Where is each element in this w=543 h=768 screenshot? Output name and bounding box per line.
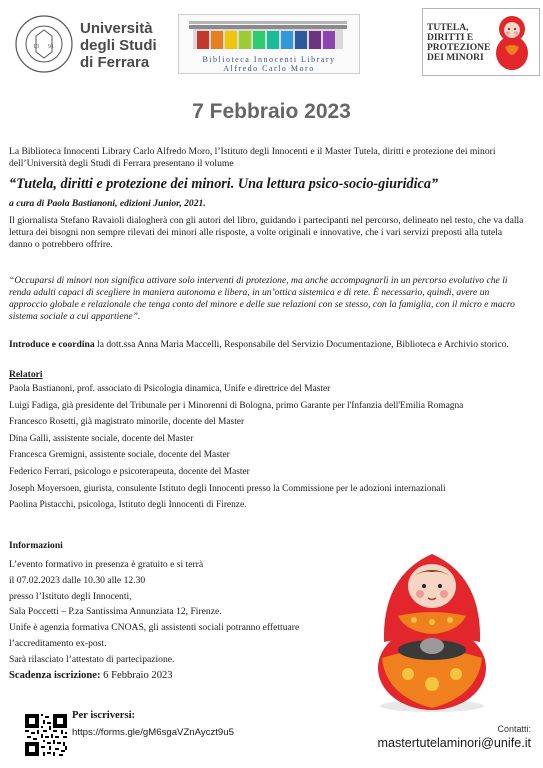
info-section: [9, 540, 339, 681]
master-tutela-logo: [422, 8, 540, 76]
library-name: Biblioteca Innocenti Library: [202, 55, 336, 64]
info-line: l’accreditamento ex-post.: [9, 637, 107, 649]
speaker-item: Dina Galli, assistente sociale, docente del Master: [9, 433, 194, 444]
info-line: Sarà rilasciato l’attestato di partecipazione.: [9, 653, 175, 665]
book-byline: a cura di Paola Bastianoni, edizioni Junior, 2021.: [9, 198, 206, 209]
unife-name: [80, 20, 157, 71]
speaker-item: Francesca Gremigni, assistente sociale, docente del Master: [9, 450, 230, 461]
book-quote: “Occuparsi di minori non significa attivare solo interventi di protezione, ma anche accompagnarli in un percorso evolutivo che li renda adulti capaci di scegliere in maniera autonoma e libera, in un’ottica sistemica e di rete. È necessario, quindi, avere un approccio globale e relazionale che tenga conto del minore e delle sue relazioni con se stesso, con la famiglia, con il micro e macro sistema sociale a cui appartiene”.: [9, 275, 515, 322]
registration-block: [72, 710, 234, 738]
tutela-line-1: TUTELA,: [427, 23, 469, 33]
library-logo: [178, 14, 360, 74]
moderation-label: Introduce e coordina: [9, 339, 95, 350]
library-building-icon: [189, 19, 347, 51]
svg-text:13: 13: [33, 44, 39, 50]
speaker-item: Luigi Fadiga, già presidente del Tribunale per i Minorenni di Bologna, primo Garante per l'Infanzia dell'Emilia Romagna: [9, 400, 464, 411]
unife-name-line-3: di Ferrara: [80, 54, 150, 71]
event-date-title: 7 Febbraio 2023: [192, 100, 351, 123]
unife-seal-logo: [14, 14, 74, 74]
moderation-text: la dott.ssa Anna Maria Maccelli, Responsabile del Servizio Documentazione, Biblioteca e Archivio storico.: [94, 339, 509, 350]
book-title: “Tutela, diritti e protezione dei minori. Una lettura psico-socio-giuridica”: [9, 176, 439, 192]
info-line: L’evento formativo in presenza è gratuito e si terrà: [9, 559, 204, 570]
unife-name-line-1: Università: [80, 20, 153, 37]
registration-label: Per iscriversi:: [72, 710, 136, 721]
matryoshka-illustration: [358, 546, 506, 714]
tutela-line-4: DEI MINORI: [427, 53, 484, 63]
header: [0, 0, 543, 86]
speaker-item: Joseph Moyersoen, giurista, consulente Istituto degli Innocenti presso la Commissione per le adozioni internazionali: [9, 483, 446, 494]
speakers-list: [9, 381, 463, 514]
info-heading: Informazioni: [9, 540, 63, 551]
matryoshka-small-icon: [489, 13, 535, 71]
tutela-line-2: DIRITTI E: [427, 33, 474, 43]
svg-text:91: 91: [48, 44, 54, 50]
contacts-label: Contatti:: [497, 724, 531, 734]
master-tutela-name: [427, 23, 490, 63]
registration-link[interactable]: https://forms.gle/gM6sgaVZnAyczt9u5: [72, 727, 234, 738]
contact-email-link[interactable]: mastertutelaminori@unife.it: [377, 736, 531, 750]
unife-name-line-2: degli Studi: [80, 37, 157, 54]
info-line: Unife è agenzia formativa CNOAS, gli assistenti sociali potranno effettuare: [9, 622, 300, 634]
event-description: Il giornalista Stefano Ravaioli dialogherà con gli autori del libro, guidando i partecipanti nel percorso, delineato nel testo, che va dalla lettura dei bisogni non sempre rilevati dei minori alle risposte, a volte originali e innovative, che i vari servizi preposti alla tutela danno o potrebbero offrire.: [9, 215, 524, 250]
library-subname: Alfredo Carlo Moro: [223, 64, 315, 73]
contacts-block: [378, 724, 531, 750]
intro-paragraph: La Biblioteca Innocenti Library Carlo Alfredo Moro, l’Istituto degli Innocenti e il Master Tutela, diritti e protezione dei minori dell’Università degli Studi di Ferrara presentano il volume: [9, 146, 496, 169]
deadline-value: 6 Febbraio 2023: [100, 669, 173, 681]
speaker-item: Federico Ferrari, psicologo e psicoterapeuta, docente del Master: [9, 466, 250, 477]
moderation-paragraph: [9, 339, 524, 351]
speaker-item: Paola Bastianoni, prof. associato di Psicologia dinamica, Unife e direttrice del Master: [9, 384, 331, 394]
deadline-label: Scadenza iscrizione:: [9, 669, 101, 681]
speakers-heading: Relatori: [9, 369, 43, 380]
info-line: Sala Poccetti – P.za Santissima Annunziata 12, Firenze.: [9, 606, 222, 618]
speaker-item: Francesco Rosetti, già magistrato minorile, docente del Master: [9, 417, 245, 428]
registration-qr-code[interactable]: [25, 714, 67, 756]
info-line: il 07.02.2023 dalle 10.30 alle 12.30: [9, 574, 146, 586]
tutela-line-3: PROTEZIONE: [427, 43, 491, 53]
speaker-item: Paolina Pistacchi, psicologa, Istituto degli Innocenti di Firenze.: [9, 500, 247, 511]
info-line: presso l’Istituto degli Innocenti,: [9, 590, 132, 602]
registration-deadline: [9, 670, 339, 681]
